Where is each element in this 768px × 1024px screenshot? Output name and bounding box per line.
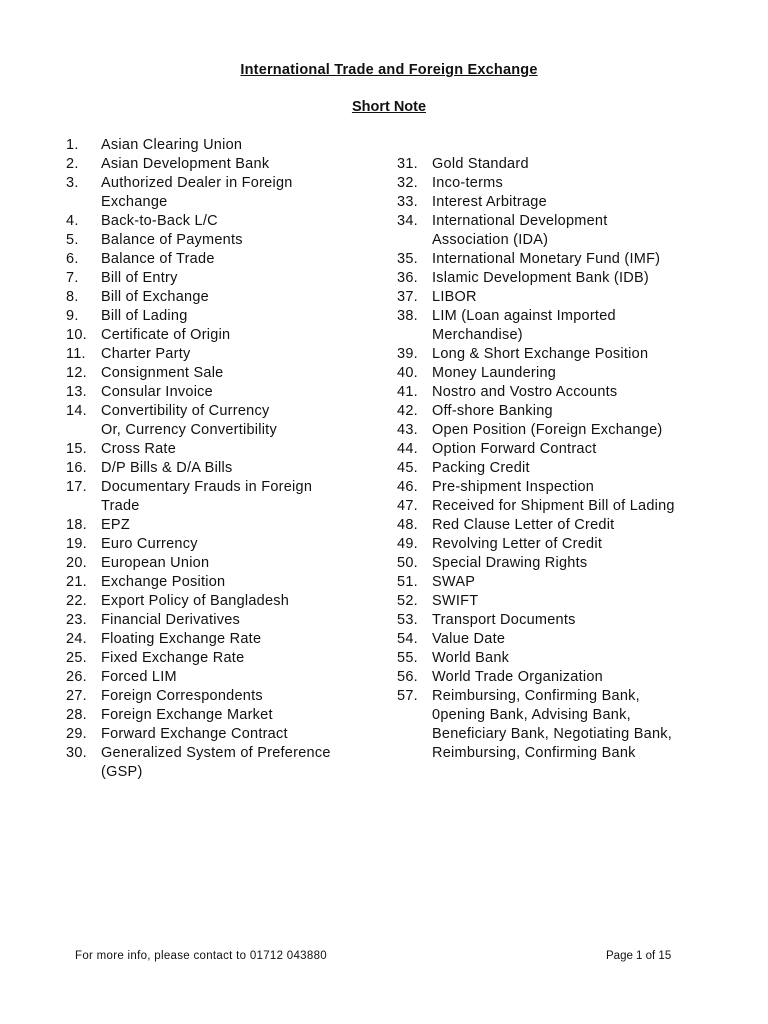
item-number: 3. <box>66 175 79 191</box>
item-text: Bill of Entry <box>101 270 178 286</box>
item-text: Cross Rate <box>101 441 177 457</box>
list-item <box>66 345 386 364</box>
item-number: 52. <box>397 593 418 609</box>
item-text: Long & Short Exchange Position <box>432 346 649 362</box>
left-topic-list <box>66 136 386 782</box>
page-subtitle: Short Note <box>351 99 427 115</box>
list-item <box>397 193 737 212</box>
item-number: 32. <box>397 175 418 191</box>
item-text: Export Policy of Bangladesh <box>101 593 290 609</box>
item-text: International Development Association (IDA) <box>432 213 608 248</box>
item-number: 55. <box>397 650 418 666</box>
item-number: 40. <box>397 365 418 381</box>
item-number: 23. <box>66 612 87 628</box>
item-text: Exchange Position <box>101 574 226 590</box>
item-text: Gold Standard <box>432 156 529 172</box>
item-text: Convertibility of Currency Or, Currency Convertibility <box>101 403 277 438</box>
list-item <box>66 573 386 592</box>
item-number: 14. <box>66 403 87 419</box>
list-item <box>397 649 737 668</box>
list-item <box>397 573 737 592</box>
item-number: 51. <box>397 574 418 590</box>
item-text: Consignment Sale <box>101 365 224 381</box>
item-number: 26. <box>66 669 87 685</box>
item-text: Euro Currency <box>101 536 198 552</box>
item-text: Received for Shipment Bill of Lading <box>432 498 675 514</box>
item-number: 6. <box>66 251 79 267</box>
item-number: 49. <box>397 536 418 552</box>
list-item <box>397 554 737 573</box>
item-number: 27. <box>66 688 87 704</box>
item-text: Red Clause Letter of Credit <box>432 517 615 533</box>
item-number: 50. <box>397 555 418 571</box>
list-item <box>397 630 737 649</box>
item-text: Value Date <box>432 631 506 647</box>
item-number: 7. <box>66 270 79 286</box>
item-number: 11. <box>66 346 86 362</box>
item-number: 54. <box>397 631 418 647</box>
list-item <box>397 535 737 554</box>
item-text: Certificate of Origin <box>101 327 231 343</box>
list-item <box>397 516 737 535</box>
footer-page-number: Page 1 of 15 <box>606 950 672 962</box>
list-item <box>397 668 737 687</box>
list-item <box>66 592 386 611</box>
list-item <box>397 345 737 364</box>
item-number: 30. <box>66 745 87 761</box>
list-item <box>66 630 386 649</box>
item-number: 33. <box>397 194 418 210</box>
item-text: World Bank <box>432 650 510 666</box>
list-item <box>66 155 386 174</box>
list-item <box>66 744 386 782</box>
item-number: 47. <box>397 498 418 514</box>
item-text: D/P Bills & D/A Bills <box>101 460 233 476</box>
item-number: 4. <box>66 213 79 229</box>
item-text: Fixed Exchange Rate <box>101 650 245 666</box>
item-text: Off-shore Banking <box>432 403 553 419</box>
list-item <box>66 478 386 516</box>
item-text: Interest Arbitrage <box>432 194 547 210</box>
item-number: 12. <box>66 365 87 381</box>
item-number: 38. <box>397 308 418 324</box>
list-item <box>66 383 386 402</box>
item-text: Packing Credit <box>432 460 530 476</box>
item-number: 19. <box>66 536 87 552</box>
list-item <box>397 459 737 478</box>
item-text: European Union <box>101 555 210 571</box>
item-number: 25. <box>66 650 87 666</box>
item-number: 22. <box>66 593 87 609</box>
item-text: Inco-terms <box>432 175 503 191</box>
item-text: Balance of Payments <box>101 232 243 248</box>
item-number: 44. <box>397 441 418 457</box>
item-number: 42. <box>397 403 418 419</box>
item-text: Transport Documents <box>432 612 576 628</box>
list-item <box>397 288 737 307</box>
list-item <box>66 288 386 307</box>
item-text: Option Forward Contract <box>432 441 597 457</box>
item-text: LIM (Loan against Imported Merchandise) <box>432 308 616 343</box>
list-item <box>397 440 737 459</box>
list-item <box>397 155 737 174</box>
item-number: 1. <box>66 137 79 153</box>
list-item <box>66 535 386 554</box>
list-item <box>397 307 737 345</box>
item-number: 34. <box>397 213 418 229</box>
item-number: 57. <box>397 688 418 704</box>
item-text: SWAP <box>432 574 476 590</box>
item-number: 45. <box>397 460 418 476</box>
list-item <box>66 459 386 478</box>
list-item <box>397 402 737 421</box>
item-number: 46. <box>397 479 418 495</box>
list-item <box>397 611 737 630</box>
item-number: 28. <box>66 707 87 723</box>
item-number: 29. <box>66 726 87 742</box>
item-number: 8. <box>66 289 79 305</box>
item-text: Asian Development Bank <box>101 156 270 172</box>
list-item <box>66 706 386 725</box>
list-item <box>66 725 386 744</box>
item-number: 36. <box>397 270 418 286</box>
page-title: International Trade and Foreign Exchange <box>240 62 538 78</box>
item-text: Foreign Exchange Market <box>101 707 273 723</box>
list-item <box>66 136 386 155</box>
item-number: 31. <box>397 156 418 172</box>
item-number: 5. <box>66 232 79 248</box>
item-number: 37. <box>397 289 418 305</box>
list-item <box>397 383 737 402</box>
list-item <box>66 250 386 269</box>
right-topic-list <box>397 155 737 763</box>
list-item <box>397 478 737 497</box>
list-item <box>397 364 737 383</box>
list-item <box>66 174 386 212</box>
item-text: International Monetary Fund (IMF) <box>432 251 661 267</box>
item-text: Open Position (Foreign Exchange) <box>432 422 663 438</box>
list-item <box>397 174 737 193</box>
list-item <box>66 687 386 706</box>
item-number: 39. <box>397 346 418 362</box>
list-item <box>66 440 386 459</box>
item-text: Floating Exchange Rate <box>101 631 262 647</box>
item-number: 53. <box>397 612 418 628</box>
list-item <box>397 250 737 269</box>
item-number: 2. <box>66 156 79 172</box>
item-text: Money Laundering <box>432 365 557 381</box>
item-text: Foreign Correspondents <box>101 688 263 704</box>
list-item <box>397 269 737 288</box>
list-item <box>397 497 737 516</box>
item-number: 20. <box>66 555 87 571</box>
item-number: 24. <box>66 631 87 647</box>
list-item <box>397 592 737 611</box>
item-number: 43. <box>397 422 418 438</box>
list-item <box>66 554 386 573</box>
item-text: Bill of Lading <box>101 308 188 324</box>
item-number: 13. <box>66 384 87 400</box>
list-item <box>397 421 737 440</box>
list-item <box>66 326 386 345</box>
item-number: 18. <box>66 517 87 533</box>
item-text: Revolving Letter of Credit <box>432 536 603 552</box>
item-text: Bill of Exchange <box>101 289 209 305</box>
item-number: 17. <box>66 479 87 495</box>
item-text: Back-to-Back L/C <box>101 213 218 229</box>
list-item <box>66 611 386 630</box>
item-text: Nostro and Vostro Accounts <box>432 384 618 400</box>
item-text: Pre-shipment Inspection <box>432 479 595 495</box>
item-text: EPZ <box>101 517 130 533</box>
item-text: LIBOR <box>432 289 477 305</box>
item-number: 48. <box>397 517 418 533</box>
list-item <box>66 231 386 250</box>
item-text: Documentary Frauds in Foreign Trade <box>101 479 313 514</box>
item-text: Balance of Trade <box>101 251 215 267</box>
item-text: Generalized System of Preference (GSP) <box>101 745 331 780</box>
list-item <box>66 649 386 668</box>
footer-contact: For more info, please contact to 01712 043880 <box>75 950 327 962</box>
item-number: 41. <box>397 384 418 400</box>
list-item <box>397 212 737 250</box>
item-text: SWIFT <box>432 593 479 609</box>
list-item <box>66 668 386 687</box>
item-text: Reimbursing, Confirming Bank, 0pening Bank, Advising Bank, Beneficiary Bank, Negotiating Bank, Reimbursing, Confirming Bank <box>432 688 673 761</box>
item-number: 10. <box>66 327 87 343</box>
item-number: 16. <box>66 460 87 476</box>
item-text: Special Drawing Rights <box>432 555 588 571</box>
list-item <box>66 364 386 383</box>
item-text: Charter Party <box>101 346 191 362</box>
item-number: 15. <box>66 441 87 457</box>
item-text: Authorized Dealer in Foreign Exchange <box>101 175 293 210</box>
item-number: 21. <box>66 574 87 590</box>
item-text: Financial Derivatives <box>101 612 241 628</box>
item-text: Asian Clearing Union <box>101 137 243 153</box>
list-item <box>397 687 737 763</box>
item-number: 56. <box>397 669 418 685</box>
item-number: 9. <box>66 308 79 324</box>
item-text: Forward Exchange Contract <box>101 726 288 742</box>
list-item <box>66 516 386 535</box>
list-item <box>66 212 386 231</box>
item-number: 35. <box>397 251 418 267</box>
item-text: Forced LIM <box>101 669 177 685</box>
item-text: World Trade Organization <box>432 669 603 685</box>
list-item <box>66 269 386 288</box>
list-item <box>66 402 386 440</box>
item-text: Islamic Development Bank (IDB) <box>432 270 650 286</box>
list-item <box>66 307 386 326</box>
item-text: Consular Invoice <box>101 384 213 400</box>
